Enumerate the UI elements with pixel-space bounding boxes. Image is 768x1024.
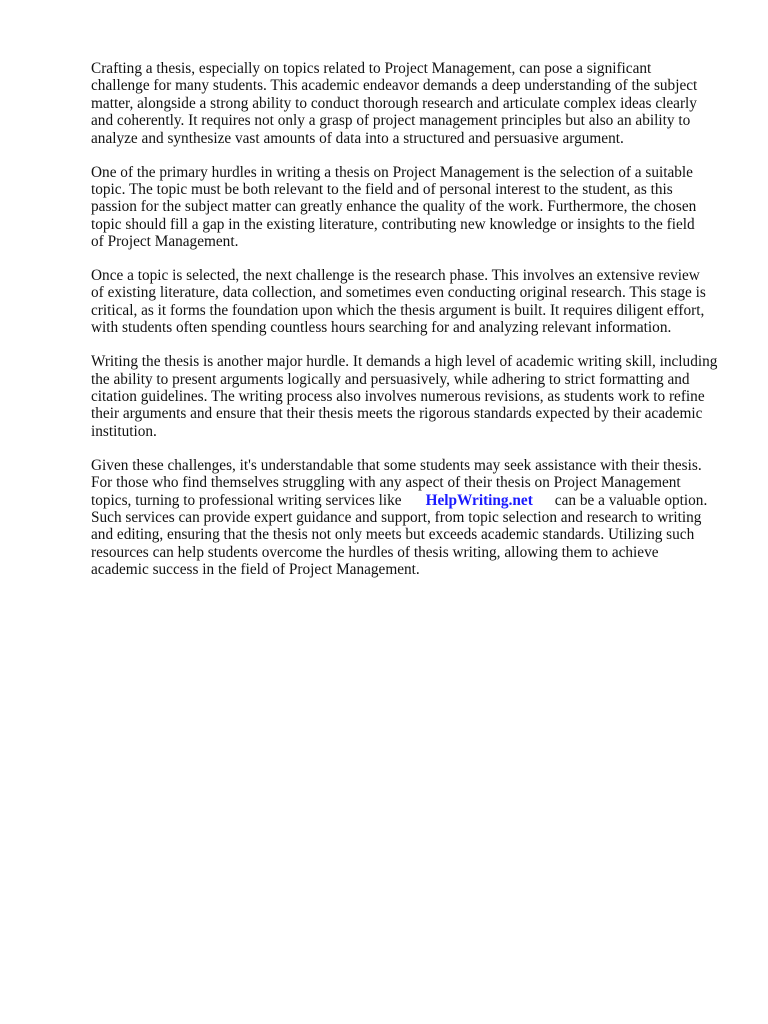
paragraph-intro [91,60,736,147]
text-line-with-link [91,492,736,509]
text-line: with students often spending countless hours searching for and analyzing relevant information. [91,319,672,337]
text-line: analyze and synthesize vast amounts of data into a structured and persuasive argument. [91,129,624,147]
text-line: and editing, ensuring that the thesis not only meets but exceeds academic standards. Utilizing such [91,526,695,544]
text-line: For those who find themselves struggling with any aspect of their thesis on Project Management [91,474,681,492]
text-line: the ability to present arguments logically and persuasively, while adhering to strict formatting and [91,370,690,388]
text-line: institution. [91,422,157,440]
text-line: One of the primary hurdles in writing a thesis on Project Management is the selection of a suitable [91,163,693,181]
text-line: Once a topic is selected, the next challenge is the research phase. This involves an extensive review [91,267,700,285]
text-line: Given these challenges, it's understandable that some students may seek assistance with their thesis. [91,456,702,474]
text-line: their arguments and ensure that their thesis meets the rigorous standards expected by their academic [91,405,703,423]
text-line: academic success in the field of Project Management. [91,561,420,579]
helpwriting-link[interactable]: HelpWriting.net [425,491,533,509]
paragraph-writing-hurdle [91,353,736,440]
text-line: critical, as it forms the foundation upon which the thesis argument is built. It requires diligent effort, [91,301,705,319]
text-line: topic. The topic must be both relevant to the field and of personal interest to the student, as this [91,180,673,198]
paragraph-research-phase [91,267,736,337]
text-line: resources can help students overcome the hurdles of thesis writing, allowing them to achieve [91,543,659,561]
text-segment: topics, turning to professional writing services like [91,491,402,509]
text-line: Crafting a thesis, especially on topics related to Project Management, can pose a significant [91,60,652,77]
text-line: of existing literature, data collection, and sometimes even conducting original research. This stage is [91,284,706,302]
document-page [91,60,736,595]
text-line: passion for the subject matter can greatly enhance the quality of the work. Furthermore, the chosen [91,198,697,216]
paragraph-assistance [91,457,736,579]
text-segment: can be a valuable option. [554,491,708,509]
text-line: Such services can provide expert guidance and support, from topic selection and research to writing [91,508,702,526]
text-line: and coherently. It requires not only a grasp of project management principles but also an ability to [91,112,691,130]
paragraph-topic-selection [91,164,736,251]
text-line: topic should fill a gap in the existing literature, contributing new knowledge or insights to the field [91,215,695,233]
text-line: Writing the thesis is another major hurdle. It demands a high level of academic writing skill, including [91,353,718,371]
text-line: challenge for many students. This academic endeavor demands a deep understanding of the subject [91,77,698,95]
text-line: of Project Management. [91,233,239,251]
text-line: matter, alongside a strong ability to conduct thorough research and articulate complex ideas clearly [91,94,697,112]
text-line: citation guidelines. The writing process also involves numerous revisions, as students work to refine [91,388,705,405]
